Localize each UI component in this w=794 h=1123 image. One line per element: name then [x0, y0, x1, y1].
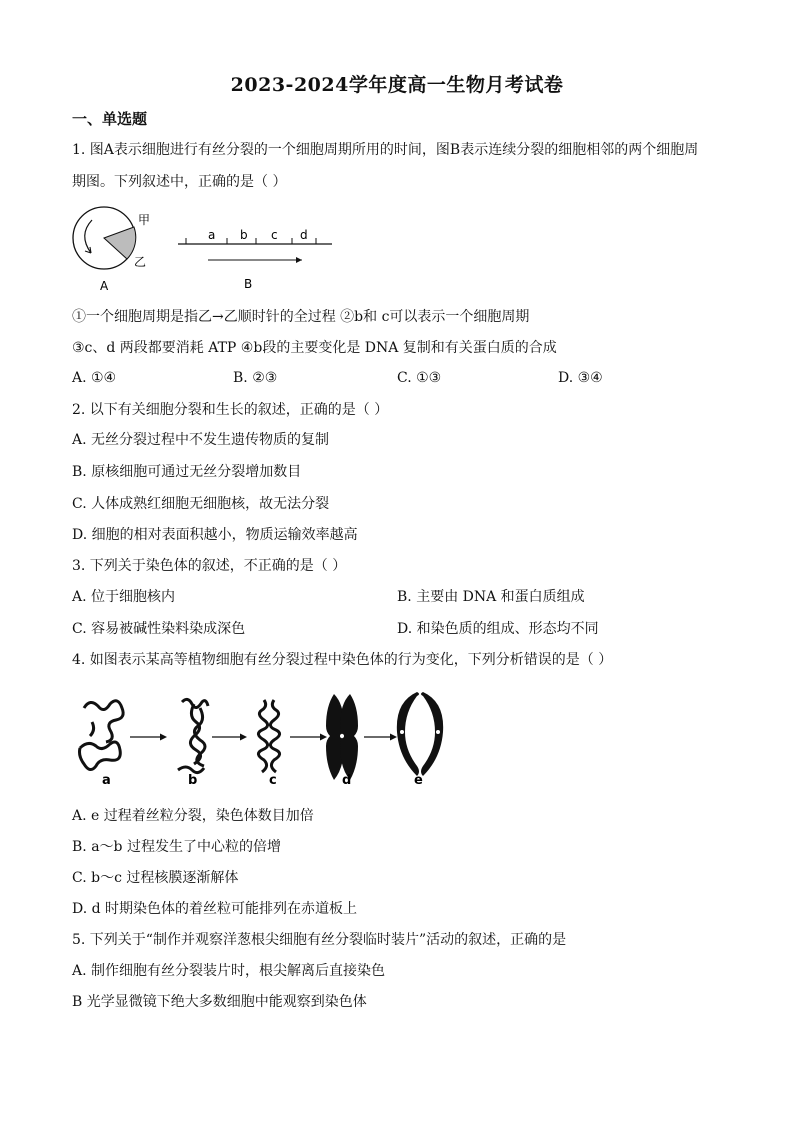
- q1-statement2: ③c、d 两段都要消耗 ATP ④b段的主要变化是 DNA 复制和有关蛋白质的合成: [72, 340, 557, 356]
- q2-option-c[interactable]: C. 人体成熟红细胞无细胞核，故无法分裂: [72, 496, 330, 512]
- figure-a-circle: [73, 207, 136, 269]
- chromatin-b: [178, 699, 208, 772]
- chromosome-d: [326, 694, 358, 780]
- label-A: A: [100, 279, 109, 293]
- q3-option-a[interactable]: A. 位于细胞核内: [72, 589, 176, 605]
- q2-stem: 2. 以下有关细胞分裂和生长的叙述，正确的是（ ）: [72, 402, 389, 418]
- section-heading: 一、单选题: [72, 110, 148, 128]
- chromosome-e: [397, 692, 443, 776]
- label-a: a: [208, 228, 216, 242]
- q4-option-a[interactable]: A. e 过程着丝粒分裂，染色体数目加倍: [72, 808, 314, 824]
- q1-option-b[interactable]: B. ②③: [233, 370, 278, 386]
- q1-option-d[interactable]: D. ③④: [558, 370, 603, 386]
- label-stage-d: d: [342, 773, 352, 788]
- label-stage-b: b: [188, 773, 198, 788]
- q1-stem-line1: 1. 图A表示细胞进行有丝分裂的一个细胞周期所用的时间，图B表示连续分裂的细胞相邻的两个细胞周: [72, 142, 699, 158]
- label-stage-e: e: [414, 773, 423, 788]
- label-c: c: [271, 228, 278, 242]
- q4-option-b[interactable]: B. a～b 过程发生了中心粒的倍增: [72, 839, 281, 855]
- label-stage-c: c: [269, 773, 277, 788]
- label-jia: 甲: [138, 213, 151, 227]
- q1-statement1: ①一个细胞周期是指乙→乙顺时针的全过程 ②b和 c可以表示一个细胞周期: [72, 309, 530, 325]
- q3-option-b[interactable]: B. 主要由 DNA 和蛋白质组成: [397, 589, 585, 605]
- label-B: B: [244, 277, 253, 291]
- cell-cycle-figure: [68, 205, 358, 295]
- page-title: 2023-2024学年度高一生物月考试卷: [230, 74, 564, 96]
- chromatin-c: [258, 700, 279, 772]
- q2-option-b[interactable]: B. 原核细胞可通过无丝分裂增加数目: [72, 464, 302, 480]
- chromatin-a: [80, 701, 124, 770]
- q5-option-a[interactable]: A. 制作细胞有丝分裂装片时，根尖解离后直接染色: [72, 963, 386, 979]
- q2-option-d[interactable]: D. 细胞的相对表面积越小，物质运输效率越高: [72, 527, 358, 543]
- q2-option-a[interactable]: A. 无丝分裂过程中不发生遗传物质的复制: [72, 432, 330, 448]
- figure-b-timeline: [178, 238, 332, 263]
- q4-stem: 4. 如图表示某高等植物细胞有丝分裂过程中染色体的行为变化，下列分析错误的是（ ）: [72, 652, 613, 668]
- q4-option-c[interactable]: C. b～c 过程核膜逐渐解体: [72, 870, 239, 886]
- q5-stem: 5. 下列关于“制作并观察洋葱根尖细胞有丝分裂临时装片”活动的叙述，正确的是: [72, 932, 567, 948]
- q5-option-b[interactable]: B 光学显微镜下绝大多数细胞中能观察到染色体: [72, 994, 367, 1010]
- q4-option-d[interactable]: D. d 时期染色体的着丝粒可能排列在赤道板上: [72, 901, 358, 917]
- chromosome-figure: [72, 688, 452, 788]
- label-stage-a: a: [102, 773, 111, 788]
- q3-stem: 3. 下列关于染色体的叙述，不正确的是（ ）: [72, 558, 347, 574]
- q1-option-a[interactable]: A. ①④: [72, 370, 117, 386]
- q3-option-d[interactable]: D. 和染色质的组成、形态均不同: [397, 621, 599, 637]
- q1-stem-line2: 期图。下列叙述中，正确的是（ ）: [72, 174, 287, 190]
- label-yi: 乙: [134, 255, 147, 269]
- label-b: b: [240, 228, 248, 242]
- q3-option-c[interactable]: C. 容易被碱性染料染成深色: [72, 621, 246, 637]
- q1-option-c[interactable]: C. ①③: [397, 370, 442, 386]
- label-d: d: [300, 228, 308, 242]
